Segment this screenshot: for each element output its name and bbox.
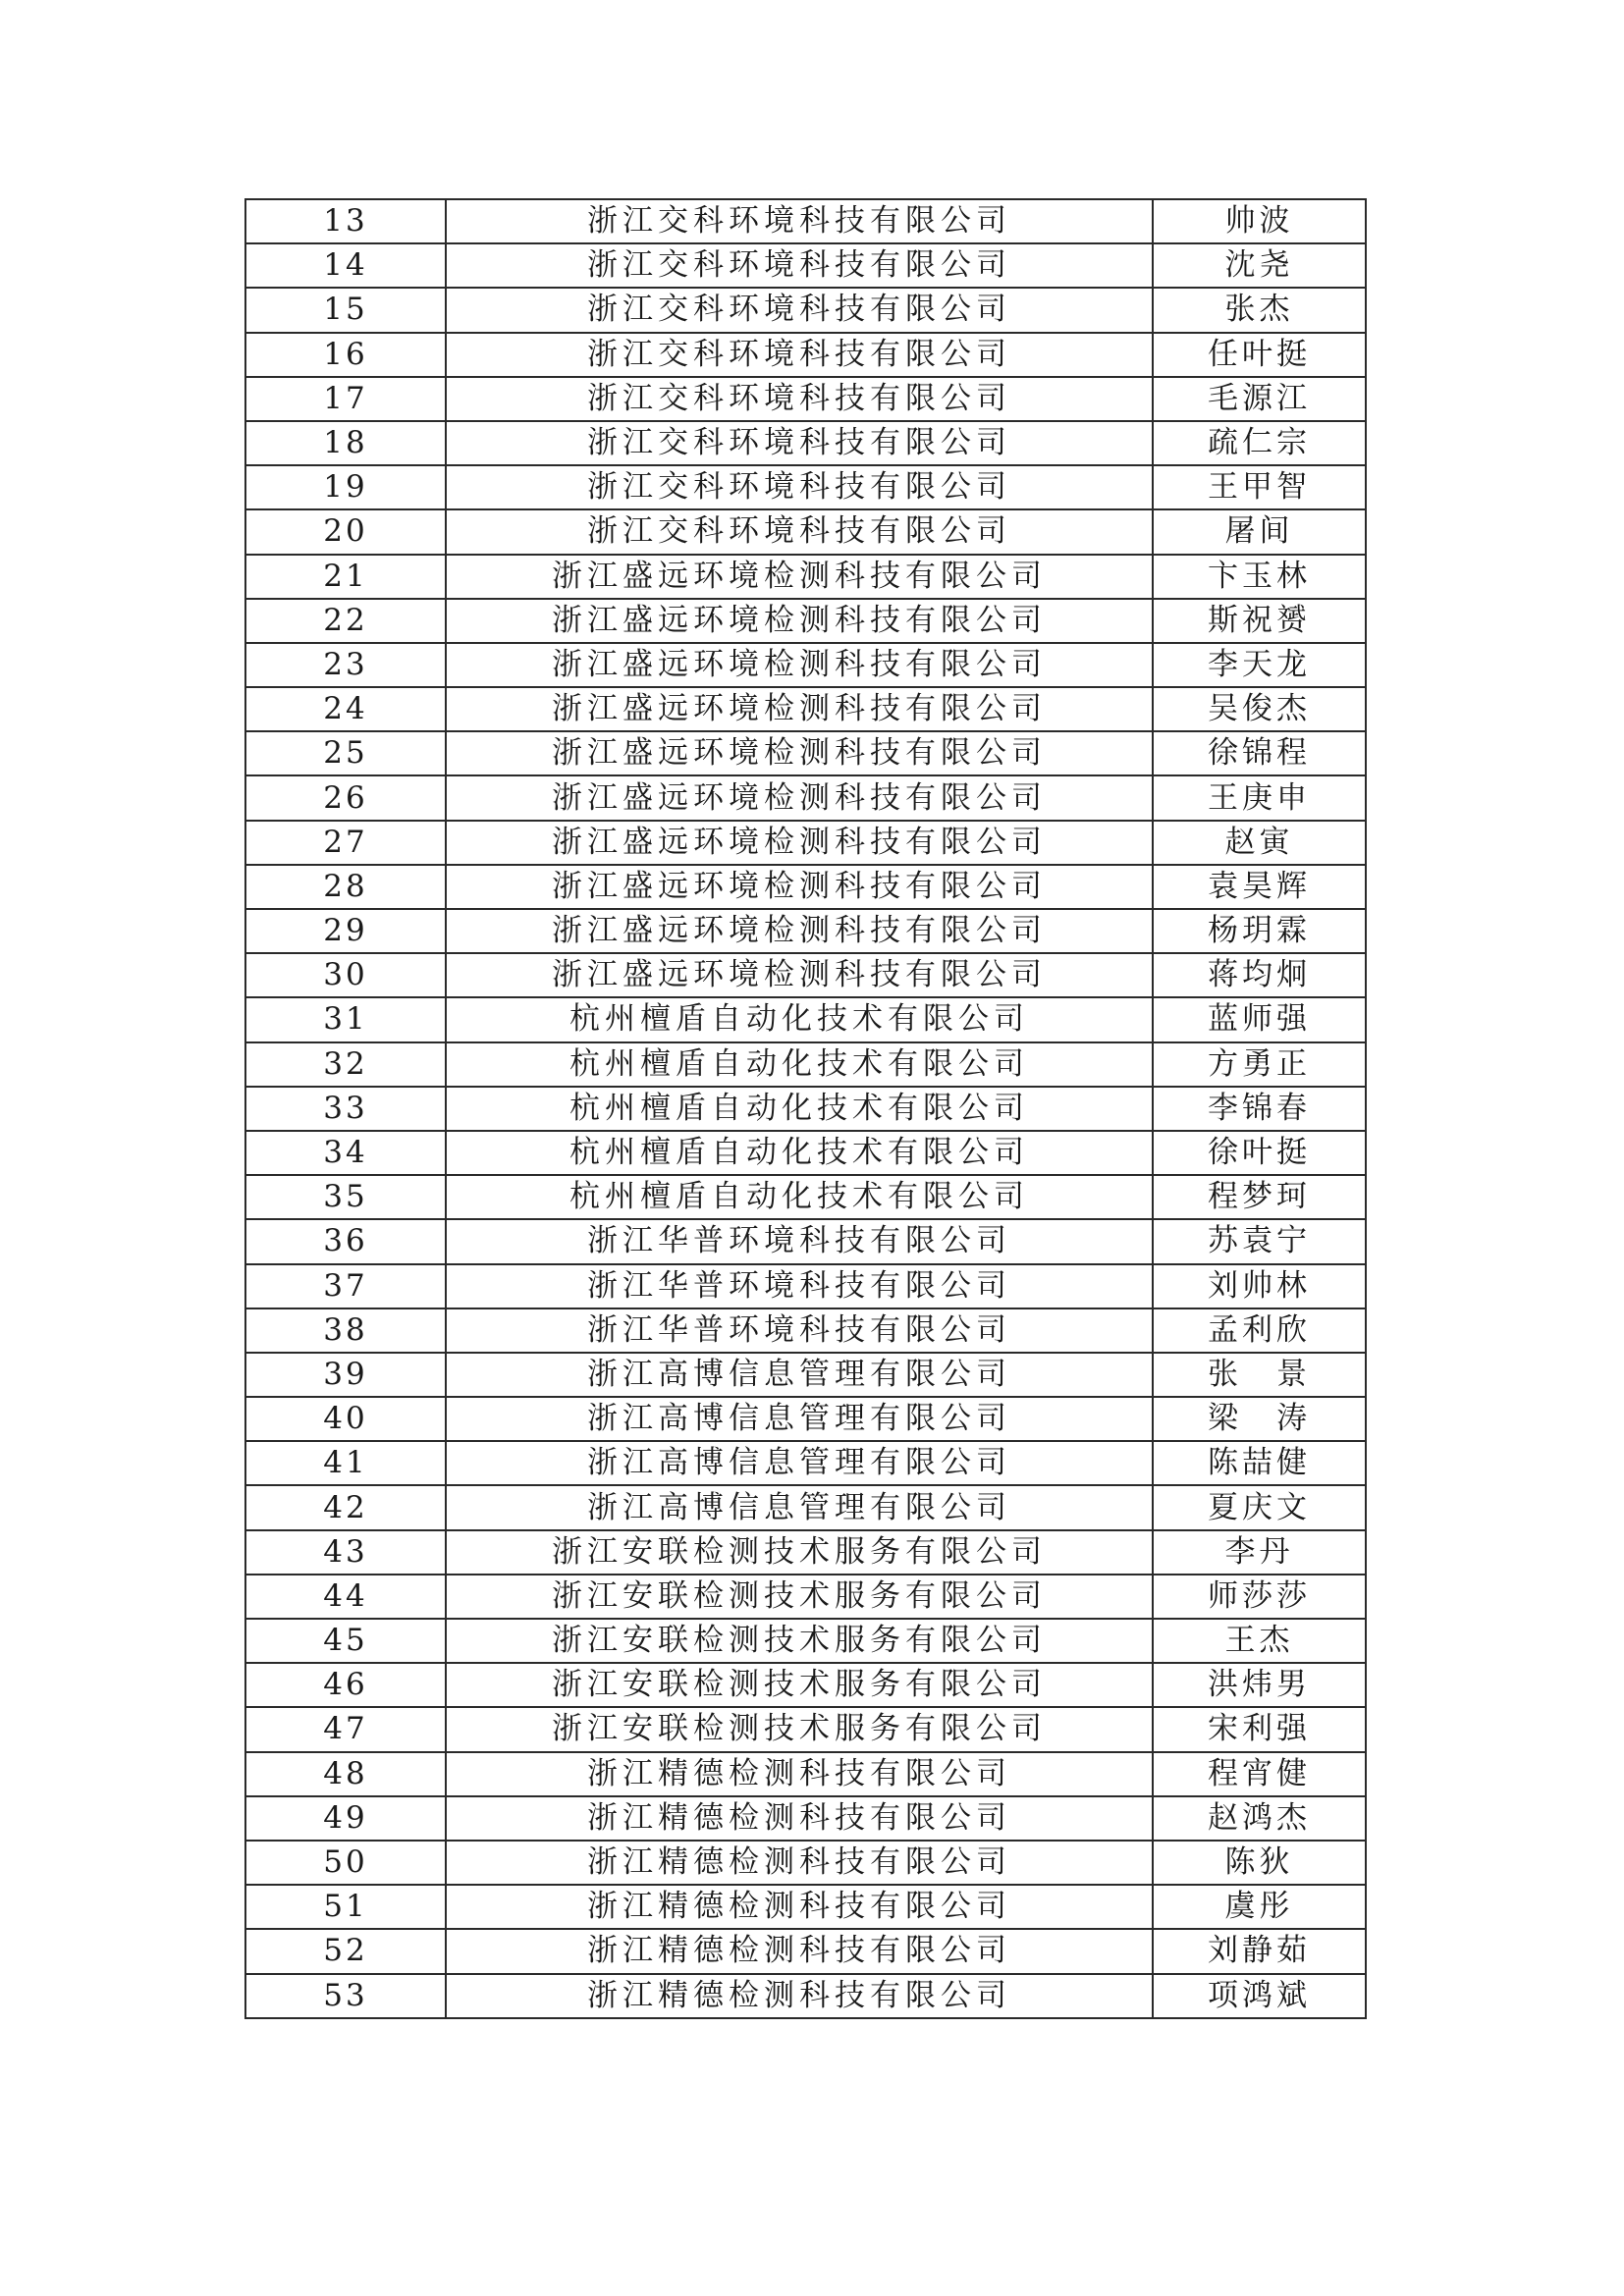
- company-cell: 浙江交科环境科技有限公司: [446, 377, 1153, 421]
- person-name-cell: 项鸿斌: [1153, 1974, 1366, 2018]
- row-number-cell: 18: [245, 421, 446, 465]
- person-name-cell: 刘静茹: [1153, 1929, 1366, 1973]
- person-name-cell: 孟利欣: [1153, 1308, 1366, 1353]
- company-cell: 浙江盛远环境检测科技有限公司: [446, 821, 1153, 865]
- company-cell: 浙江盛远环境检测科技有限公司: [446, 775, 1153, 820]
- company-cell: 浙江安联检测技术服务有限公司: [446, 1530, 1153, 1575]
- company-cell: 浙江精德检测科技有限公司: [446, 1752, 1153, 1796]
- table-row: [245, 1707, 1366, 1751]
- row-number-cell: 38: [245, 1308, 446, 1353]
- table-row: [245, 1974, 1366, 2018]
- table-row: [245, 1929, 1366, 1973]
- person-name-cell: 袁昊辉: [1153, 865, 1366, 909]
- company-cell: 浙江盛远环境检测科技有限公司: [446, 555, 1153, 599]
- row-number-cell: 23: [245, 643, 446, 687]
- row-number-cell: 14: [245, 243, 446, 288]
- company-cell: 浙江交科环境科技有限公司: [446, 199, 1153, 243]
- company-cell: 浙江盛远环境检测科技有限公司: [446, 865, 1153, 909]
- person-name-cell: 疏仁宗: [1153, 421, 1366, 465]
- company-cell: 杭州檀盾自动化技术有限公司: [446, 1042, 1153, 1087]
- company-cell: 杭州檀盾自动化技术有限公司: [446, 1087, 1153, 1131]
- table-row: [245, 865, 1366, 909]
- table-row: [245, 555, 1366, 599]
- row-number-cell: 35: [245, 1175, 446, 1219]
- person-name-cell: 赵寅: [1153, 821, 1366, 865]
- row-number-cell: 25: [245, 731, 446, 775]
- row-number-cell: 39: [245, 1353, 446, 1397]
- table-row: [245, 377, 1366, 421]
- row-number-cell: 51: [245, 1885, 446, 1929]
- row-number-cell: 29: [245, 909, 446, 953]
- table-row: [245, 953, 1366, 997]
- table-row: [245, 288, 1366, 332]
- person-name-cell: 沈尧: [1153, 243, 1366, 288]
- row-number-cell: 21: [245, 555, 446, 599]
- table-row: [245, 1042, 1366, 1087]
- row-number-cell: 16: [245, 333, 446, 377]
- table-row: [245, 465, 1366, 509]
- row-number-cell: 48: [245, 1752, 446, 1796]
- company-cell: 浙江交科环境科技有限公司: [446, 421, 1153, 465]
- company-cell: 浙江精德检测科技有限公司: [446, 1841, 1153, 1885]
- person-name-cell: 张杰: [1153, 288, 1366, 332]
- table-row: [245, 333, 1366, 377]
- table-row: [245, 1575, 1366, 1619]
- roster-table: [244, 198, 1367, 2019]
- row-number-cell: 19: [245, 465, 446, 509]
- table-row: [245, 1752, 1366, 1796]
- company-cell: 浙江精德检测科技有限公司: [446, 1974, 1153, 2018]
- table-row: [245, 1264, 1366, 1308]
- person-name-cell: 李丹: [1153, 1530, 1366, 1575]
- table-row: [245, 775, 1366, 820]
- person-name-cell: 赵鸿杰: [1153, 1796, 1366, 1841]
- table-row: [245, 1353, 1366, 1397]
- row-number-cell: 44: [245, 1575, 446, 1619]
- row-number-cell: 49: [245, 1796, 446, 1841]
- table-row: [245, 199, 1366, 243]
- row-number-cell: 34: [245, 1131, 446, 1175]
- person-name-cell: 李锦春: [1153, 1087, 1366, 1131]
- person-name-cell: 虞彤: [1153, 1885, 1366, 1929]
- company-cell: 浙江盛远环境检测科技有限公司: [446, 953, 1153, 997]
- company-cell: 浙江盛远环境检测科技有限公司: [446, 643, 1153, 687]
- company-cell: 杭州檀盾自动化技术有限公司: [446, 1175, 1153, 1219]
- table-row: [245, 1219, 1366, 1263]
- table-row: [245, 1087, 1366, 1131]
- table-row: [245, 1308, 1366, 1353]
- company-cell: 浙江交科环境科技有限公司: [446, 465, 1153, 509]
- table-row: [245, 243, 1366, 288]
- person-name-cell: 陈狄: [1153, 1841, 1366, 1885]
- company-cell: 浙江精德检测科技有限公司: [446, 1796, 1153, 1841]
- person-name-cell: 程宵健: [1153, 1752, 1366, 1796]
- person-name-cell: 王甲智: [1153, 465, 1366, 509]
- table-row: [245, 687, 1366, 731]
- person-name-cell: 李天龙: [1153, 643, 1366, 687]
- company-cell: 浙江交科环境科技有限公司: [446, 243, 1153, 288]
- row-number-cell: 50: [245, 1841, 446, 1885]
- table-row: [245, 599, 1366, 643]
- person-name-cell: 宋利强: [1153, 1707, 1366, 1751]
- person-name-cell: 蒋均炯: [1153, 953, 1366, 997]
- company-cell: 浙江华普环境科技有限公司: [446, 1219, 1153, 1263]
- row-number-cell: 33: [245, 1087, 446, 1131]
- row-number-cell: 43: [245, 1530, 446, 1575]
- row-number-cell: 20: [245, 509, 446, 554]
- table-row: [245, 1131, 1366, 1175]
- row-number-cell: 53: [245, 1974, 446, 2018]
- row-number-cell: 15: [245, 288, 446, 332]
- person-name-cell: 任叶挺: [1153, 333, 1366, 377]
- company-cell: 浙江交科环境科技有限公司: [446, 333, 1153, 377]
- row-number-cell: 37: [245, 1264, 446, 1308]
- row-number-cell: 27: [245, 821, 446, 865]
- company-cell: 浙江安联检测技术服务有限公司: [446, 1663, 1153, 1707]
- table-row: [245, 909, 1366, 953]
- table-row: [245, 1619, 1366, 1663]
- company-cell: 浙江精德检测科技有限公司: [446, 1885, 1153, 1929]
- company-cell: 浙江精德检测科技有限公司: [446, 1929, 1153, 1973]
- company-cell: 浙江高博信息管理有限公司: [446, 1397, 1153, 1441]
- person-name-cell: 方勇正: [1153, 1042, 1366, 1087]
- person-name-cell: 徐锦程: [1153, 731, 1366, 775]
- person-name-cell: 屠间: [1153, 509, 1366, 554]
- row-number-cell: 32: [245, 1042, 446, 1087]
- row-number-cell: 52: [245, 1929, 446, 1973]
- row-number-cell: 24: [245, 687, 446, 731]
- table-row: [245, 731, 1366, 775]
- company-cell: 浙江盛远环境检测科技有限公司: [446, 687, 1153, 731]
- person-name-cell: 张 景: [1153, 1353, 1366, 1397]
- person-name-cell: 夏庆文: [1153, 1485, 1366, 1529]
- row-number-cell: 17: [245, 377, 446, 421]
- company-cell: 杭州檀盾自动化技术有限公司: [446, 1131, 1153, 1175]
- row-number-cell: 26: [245, 775, 446, 820]
- table-row: [245, 997, 1366, 1041]
- person-name-cell: 刘帅林: [1153, 1264, 1366, 1308]
- row-number-cell: 13: [245, 199, 446, 243]
- row-number-cell: 45: [245, 1619, 446, 1663]
- table-row: [245, 1397, 1366, 1441]
- table-row: [245, 1441, 1366, 1485]
- company-cell: 浙江华普环境科技有限公司: [446, 1264, 1153, 1308]
- person-name-cell: 卞玉林: [1153, 555, 1366, 599]
- person-name-cell: 斯祝赟: [1153, 599, 1366, 643]
- row-number-cell: 40: [245, 1397, 446, 1441]
- row-number-cell: 41: [245, 1441, 446, 1485]
- person-name-cell: 陈喆健: [1153, 1441, 1366, 1485]
- table-row: [245, 1885, 1366, 1929]
- company-cell: 杭州檀盾自动化技术有限公司: [446, 997, 1153, 1041]
- row-number-cell: 28: [245, 865, 446, 909]
- table-row: [245, 1663, 1366, 1707]
- company-cell: 浙江安联检测技术服务有限公司: [446, 1619, 1153, 1663]
- table-row: [245, 1796, 1366, 1841]
- roster-body: [245, 199, 1366, 2018]
- row-number-cell: 36: [245, 1219, 446, 1263]
- table-row: [245, 1841, 1366, 1885]
- company-cell: 浙江高博信息管理有限公司: [446, 1485, 1153, 1529]
- company-cell: 浙江安联检测技术服务有限公司: [446, 1575, 1153, 1619]
- person-name-cell: 程梦珂: [1153, 1175, 1366, 1219]
- company-cell: 浙江华普环境科技有限公司: [446, 1308, 1153, 1353]
- company-cell: 浙江安联检测技术服务有限公司: [446, 1707, 1153, 1751]
- table-row: [245, 509, 1366, 554]
- person-name-cell: 王庚申: [1153, 775, 1366, 820]
- person-name-cell: 吴俊杰: [1153, 687, 1366, 731]
- table-row: [245, 643, 1366, 687]
- person-name-cell: 毛源江: [1153, 377, 1366, 421]
- company-cell: 浙江交科环境科技有限公司: [446, 509, 1153, 554]
- row-number-cell: 47: [245, 1707, 446, 1751]
- person-name-cell: 帅波: [1153, 199, 1366, 243]
- person-name-cell: 徐叶挺: [1153, 1131, 1366, 1175]
- company-cell: 浙江盛远环境检测科技有限公司: [446, 909, 1153, 953]
- person-name-cell: 蓝师强: [1153, 997, 1366, 1041]
- row-number-cell: 31: [245, 997, 446, 1041]
- person-name-cell: 梁 涛: [1153, 1397, 1366, 1441]
- row-number-cell: 42: [245, 1485, 446, 1529]
- company-cell: 浙江高博信息管理有限公司: [446, 1441, 1153, 1485]
- row-number-cell: 46: [245, 1663, 446, 1707]
- person-name-cell: 洪炜男: [1153, 1663, 1366, 1707]
- table-row: [245, 1485, 1366, 1529]
- company-cell: 浙江盛远环境检测科技有限公司: [446, 731, 1153, 775]
- person-name-cell: 王杰: [1153, 1619, 1366, 1663]
- company-cell: 浙江交科环境科技有限公司: [446, 288, 1153, 332]
- company-cell: 浙江高博信息管理有限公司: [446, 1353, 1153, 1397]
- person-name-cell: 杨玥霖: [1153, 909, 1366, 953]
- person-name-cell: 师莎莎: [1153, 1575, 1366, 1619]
- person-name-cell: 苏袁宁: [1153, 1219, 1366, 1263]
- row-number-cell: 22: [245, 599, 446, 643]
- row-number-cell: 30: [245, 953, 446, 997]
- table-row: [245, 821, 1366, 865]
- table-row: [245, 1175, 1366, 1219]
- table-row: [245, 421, 1366, 465]
- table-row: [245, 1530, 1366, 1575]
- company-cell: 浙江盛远环境检测科技有限公司: [446, 599, 1153, 643]
